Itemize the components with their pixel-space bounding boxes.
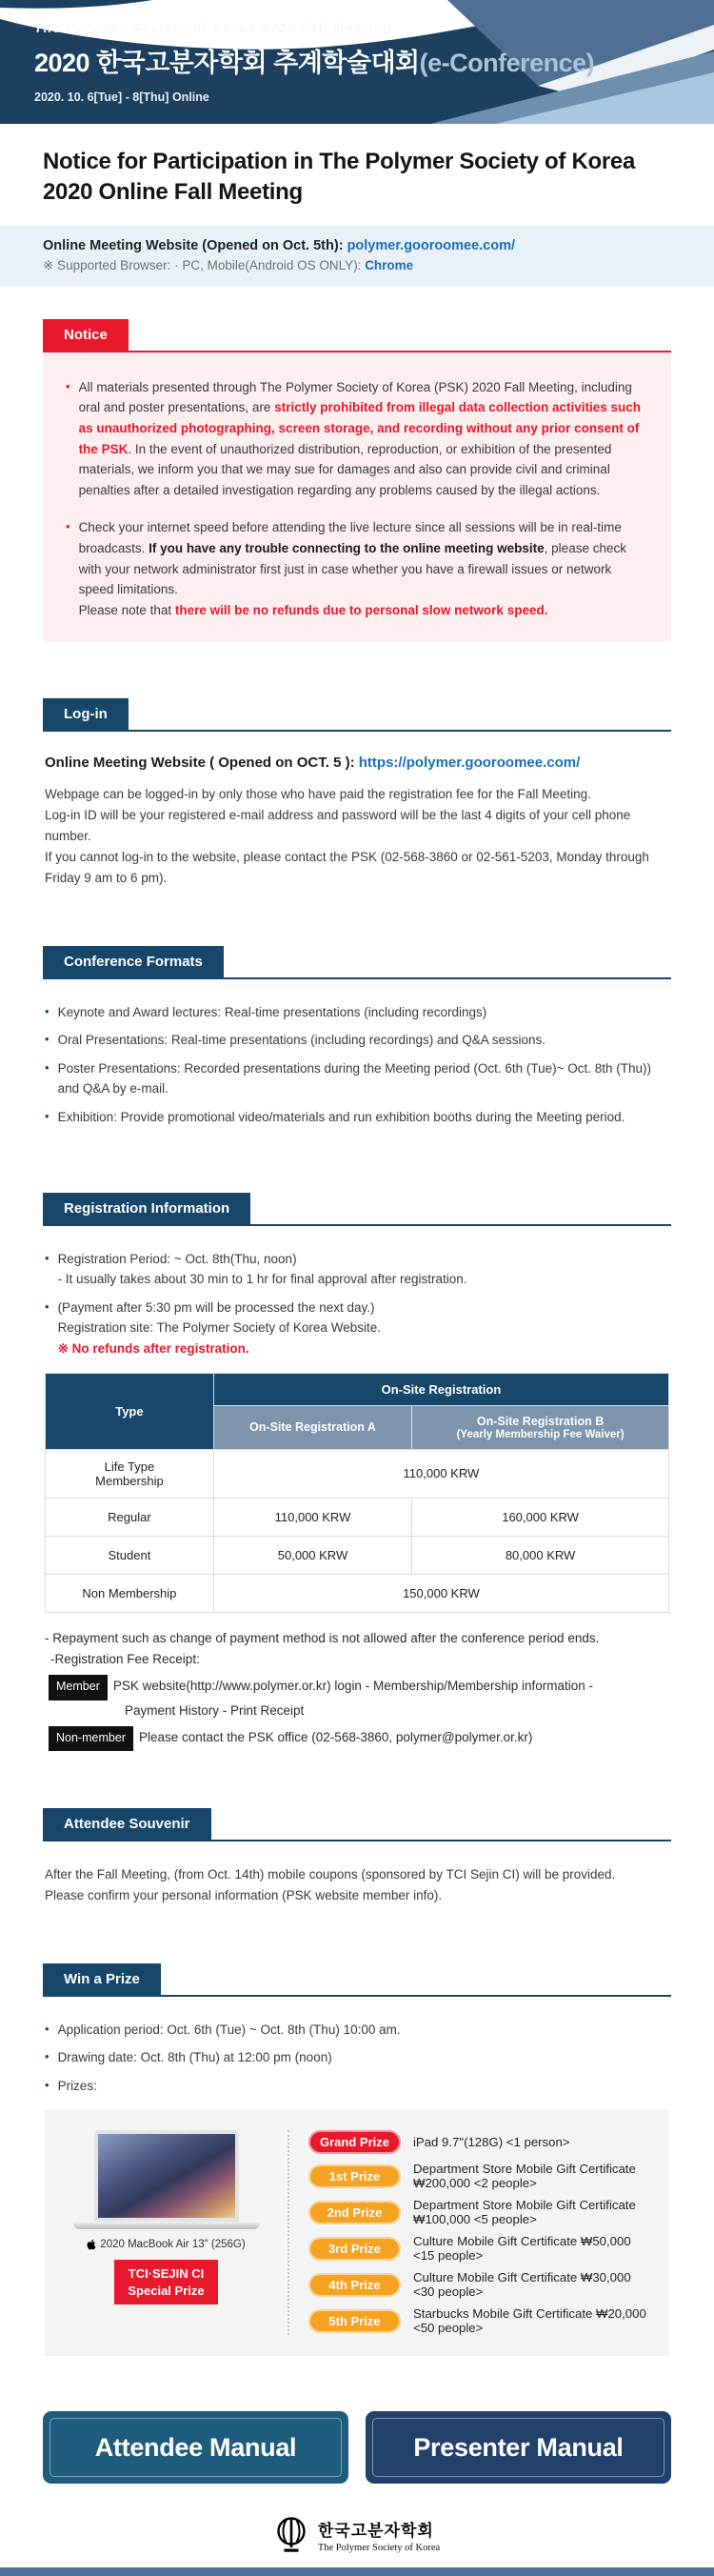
bullet-dot-icon: • [45, 1003, 50, 1018]
grand-prize-badge: Grand Prize [308, 2130, 401, 2154]
footer-org [318, 2517, 440, 2553]
repayment-note: - Repayment such as change of payment method is not allowed after the conference period ends. [45, 1630, 600, 1645]
fee-table-row [46, 1536, 669, 1574]
login-website-link[interactable]: https://polymer.gooroomee.com/ [358, 755, 581, 772]
bullet-dot-icon: • [66, 519, 70, 534]
prize-badge: 3rd Prize [308, 2237, 401, 2261]
prize-badge: 5th Prize [308, 2309, 401, 2333]
prize-panel [45, 2109, 669, 2356]
bullet-dot-icon: • [45, 2049, 50, 2064]
manual-buttons [43, 2411, 671, 2484]
prize-heading: Win a Prize [43, 1963, 161, 1995]
footer [0, 2484, 714, 2567]
footer-org-english: The Polymer Society of Korea [317, 2543, 441, 2554]
prize-badge: 4th Prize [308, 2273, 401, 2297]
prize-application-period: • Application period: Oct. 6th (Tue) ~ Oct. 8th (Thu) 10:00 am. [45, 2020, 669, 2041]
prize-row: 5th Prize Starbucks Mobile Gift Certificate ₩20,000 <50 people> [308, 2306, 650, 2335]
member-badge: Member [49, 1675, 108, 1700]
bullet-dot-icon: • [66, 378, 70, 393]
bottom-accent-bar [0, 2567, 714, 2576]
section-notice [43, 319, 671, 642]
prize-badge: 2nd Prize [308, 2201, 401, 2224]
member-receipt-line-2: Payment History - Print Receipt [125, 1702, 305, 1718]
macbook-image [94, 2130, 239, 2222]
psk-logo-icon [274, 2516, 308, 2554]
fee-cell: 150,000 KRW [213, 1574, 668, 1612]
format-item: • Exhibition: Provide promotional video/materials and run exhibition booths during the Meeting period. [45, 1107, 669, 1128]
page-title: Notice for Participation in The Polymer Society of Korea 2020 Online Fall Meeting [43, 149, 636, 206]
dotted-divider [288, 2130, 289, 2335]
fee-cell: 50,000 KRW [213, 1536, 411, 1574]
member-receipt-line: Member PSK website(http://www.polymer.or.kr) login - Membership/Membership information - [45, 1675, 669, 1700]
special-prize-badge: TCI·SEJIN CI Special Prize [114, 2260, 217, 2304]
prize-list [308, 2130, 650, 2335]
fee-cell: 110,000 KRW [213, 1498, 411, 1536]
banner-title-main: 2020 한국고분자학회 추계학술대회 [34, 49, 420, 77]
bullet-dot-icon: • [45, 1032, 50, 1047]
fee-cell: 80,000 KRW [412, 1536, 669, 1574]
prize-row: 2nd Prize Department Store Mobile Gift Certificate ₩100,000 <5 people> [308, 2198, 650, 2226]
bullet-dot-icon: • [45, 1059, 50, 1075]
fee-table-row [46, 1574, 669, 1612]
prize-drawing-date: • Drawing date: Oct. 8th (Thu) at 12:00 pm (noon) [45, 2047, 669, 2068]
fee-cell: 110,000 KRW [213, 1449, 668, 1498]
prize-list-label: • Prizes: [45, 2076, 669, 2097]
login-paragraph: Webpage can be logged-in by only those who have paid the registration fee for the Fall Meeting. Log-in ID will be your registered e-mail address and password will be the last 4 digits of your cell phone number. If you cannot log-in to the website, please contact the PSK (02-568-3860 or 02-561-5203, Monday through Friday 9 am to 6 pm). [45, 787, 649, 885]
fee-table-header-col-a: On-Site Registration A [213, 1405, 411, 1449]
login-website-line [45, 755, 669, 771]
section-win-a-prize [43, 1963, 671, 2357]
prize-row: 1st Prize Department Store Mobile Gift Certificate ₩200,000 <2 people> [308, 2162, 650, 2190]
registration-fee-table [45, 1373, 669, 1613]
registration-heading: Registration Information [43, 1193, 250, 1224]
login-website-label: Online Meeting Website ( Opened on OCT. 5 ): [45, 755, 359, 772]
website-info-box [0, 226, 714, 287]
section-registration [43, 1193, 671, 1751]
registration-payment-note: • (Payment after 5:30 pm will be processed the next day.) Registration site: The Polymer Society of Korea Website. ※ No refunds after registration. [45, 1298, 669, 1359]
fee-table-row [46, 1498, 669, 1536]
meeting-website-line [43, 238, 671, 253]
registration-period: • Registration Period: ~ Oct. 8th(Thu, noon) - It usually takes about 30 min to 1 hr for final approval after registration. [45, 1249, 669, 1290]
supported-browser-line [43, 258, 671, 273]
section-souvenir [43, 1808, 671, 1906]
fee-row-label: Regular [46, 1498, 214, 1536]
formats-heading: Conference Formats [43, 946, 224, 977]
footer-org-korean: 한국고분자학회 [317, 2522, 434, 2541]
nonmember-receipt-line: Non-member Please contact the PSK office (02-568-3860, polymer@polymer.or.kr) [45, 1726, 669, 1751]
prize-row: Grand Prize iPad 9.7"(128G) <1 person> [308, 2130, 650, 2154]
conference-banner [0, 0, 714, 124]
souvenir-text: After the Fall Meeting, (from Oct. 14th) mobile coupons (sponsored by TCI Sejin CI) will be provided. Please confirm your personal information (PSK website member info). [45, 1866, 616, 1902]
presenter-manual-button[interactable]: Presenter Manual [366, 2411, 671, 2484]
notice-box [43, 352, 671, 642]
nonmember-badge: Non-member [49, 1726, 133, 1751]
receipt-note: -Registration Fee Receipt: [50, 1652, 200, 1667]
banner-title [34, 42, 714, 79]
registration-site-line: Registration site: The Polymer Society of Korea Website. [57, 1320, 381, 1336]
login-heading: Log-in [43, 698, 129, 730]
supported-browser-label: ※ Supported Browser: · PC, Mobile(Android OS ONLY): [43, 257, 366, 272]
attendee-manual-button[interactable]: Attendee Manual [43, 2411, 348, 2484]
bullet-dot-icon: • [45, 2077, 50, 2092]
banner-script-title: The Polymer Society of Korea 2020 Fall Meeting [34, 21, 392, 35]
fee-table-header-type: Type [46, 1373, 214, 1449]
macbook-caption: 2020 MacBook Air 13" (256G) [87, 2239, 245, 2250]
banner-date: 2020. 10. 6[Tue] - 8[Thu] Online [34, 91, 209, 104]
banner-title-suffix: (e-Conference) [419, 49, 595, 77]
fee-row-label: Life Type Membership [46, 1449, 214, 1498]
prize-badge: 1st Prize [308, 2164, 401, 2188]
meeting-website-link[interactable]: polymer.gooroomee.com/ [347, 237, 516, 253]
fee-table-header-group: On-Site Registration [213, 1373, 668, 1405]
fee-cell: 160,000 KRW [412, 1498, 669, 1536]
apple-logo-icon [87, 2239, 96, 2250]
fee-table-row [46, 1449, 669, 1498]
fee-row-label: Non Membership [46, 1574, 214, 1612]
section-login [43, 698, 671, 888]
bullet-dot-icon: • [45, 1250, 50, 1265]
format-item: • Poster Presentations: Recorded presentations during the Meeting period (Oct. 6th (Tue)~ Oct. 8th (Thu)) and Q&A by e-mail. [45, 1058, 669, 1099]
bullet-dot-icon: • [45, 2021, 50, 2036]
format-item: • Oral Presentations: Real-time presentations (including recordings) and Q&A sessions. [45, 1030, 669, 1051]
bullet-dot-icon: • [45, 1298, 50, 1314]
souvenir-heading: Attendee Souvenir [43, 1808, 211, 1840]
notice-heading: Notice [43, 319, 129, 351]
registration-notes [45, 1628, 669, 1751]
section-conference-formats [43, 946, 671, 1136]
format-item: • Keynote and Award lectures: Real-time presentations (including recordings) [45, 1002, 669, 1023]
chrome-browser-label: Chrome [365, 257, 414, 272]
fee-table-header-col-b: On-Site Registration B (Yearly Membership Fee Waiver) [412, 1405, 669, 1449]
meeting-website-label: Online Meeting Website (Opened on Oct. 5th): [43, 237, 347, 253]
macbook-base [73, 2222, 260, 2229]
notice-bullet-1: • All materials presented through The Polymer Society of Korea (PSK) 2020 Fall Meeting, including oral and poster presentations, are strictly prohibited from illegal data collection activities such as unauthorized photographing, screen storage, and recording without any prior consent of the PSK. In the event of unauthorized distribution, reproduction, or exhibition of the presented materials, we inform you that we may sue for damages and also can provide civil and criminal penalties after a detailed investigation regarding any problems caused by the illegal actions. [66, 377, 648, 501]
bullet-dot-icon: • [45, 1108, 50, 1123]
prize-row: 3rd Prize Culture Mobile Gift Certificate ₩50,000 <15 people> [308, 2234, 650, 2263]
prize-row: 4th Prize Culture Mobile Gift Certificate ₩30,000 <30 people> [308, 2270, 650, 2299]
no-refund-warning: ※ No refunds after registration. [57, 1340, 249, 1356]
notice-bullet-2: • Check your internet speed before attending the live lecture since all sessions will be in real-time broadcasts. If you have any trouble connecting to the online meeting website, please check with your network administrator first just in case whether you have a firewall issues or network speed limitations. Please note that there will be no refunds due to personal slow network speed. [66, 517, 648, 620]
macbook-prize [64, 2130, 268, 2335]
fee-row-label: Student [46, 1536, 214, 1574]
